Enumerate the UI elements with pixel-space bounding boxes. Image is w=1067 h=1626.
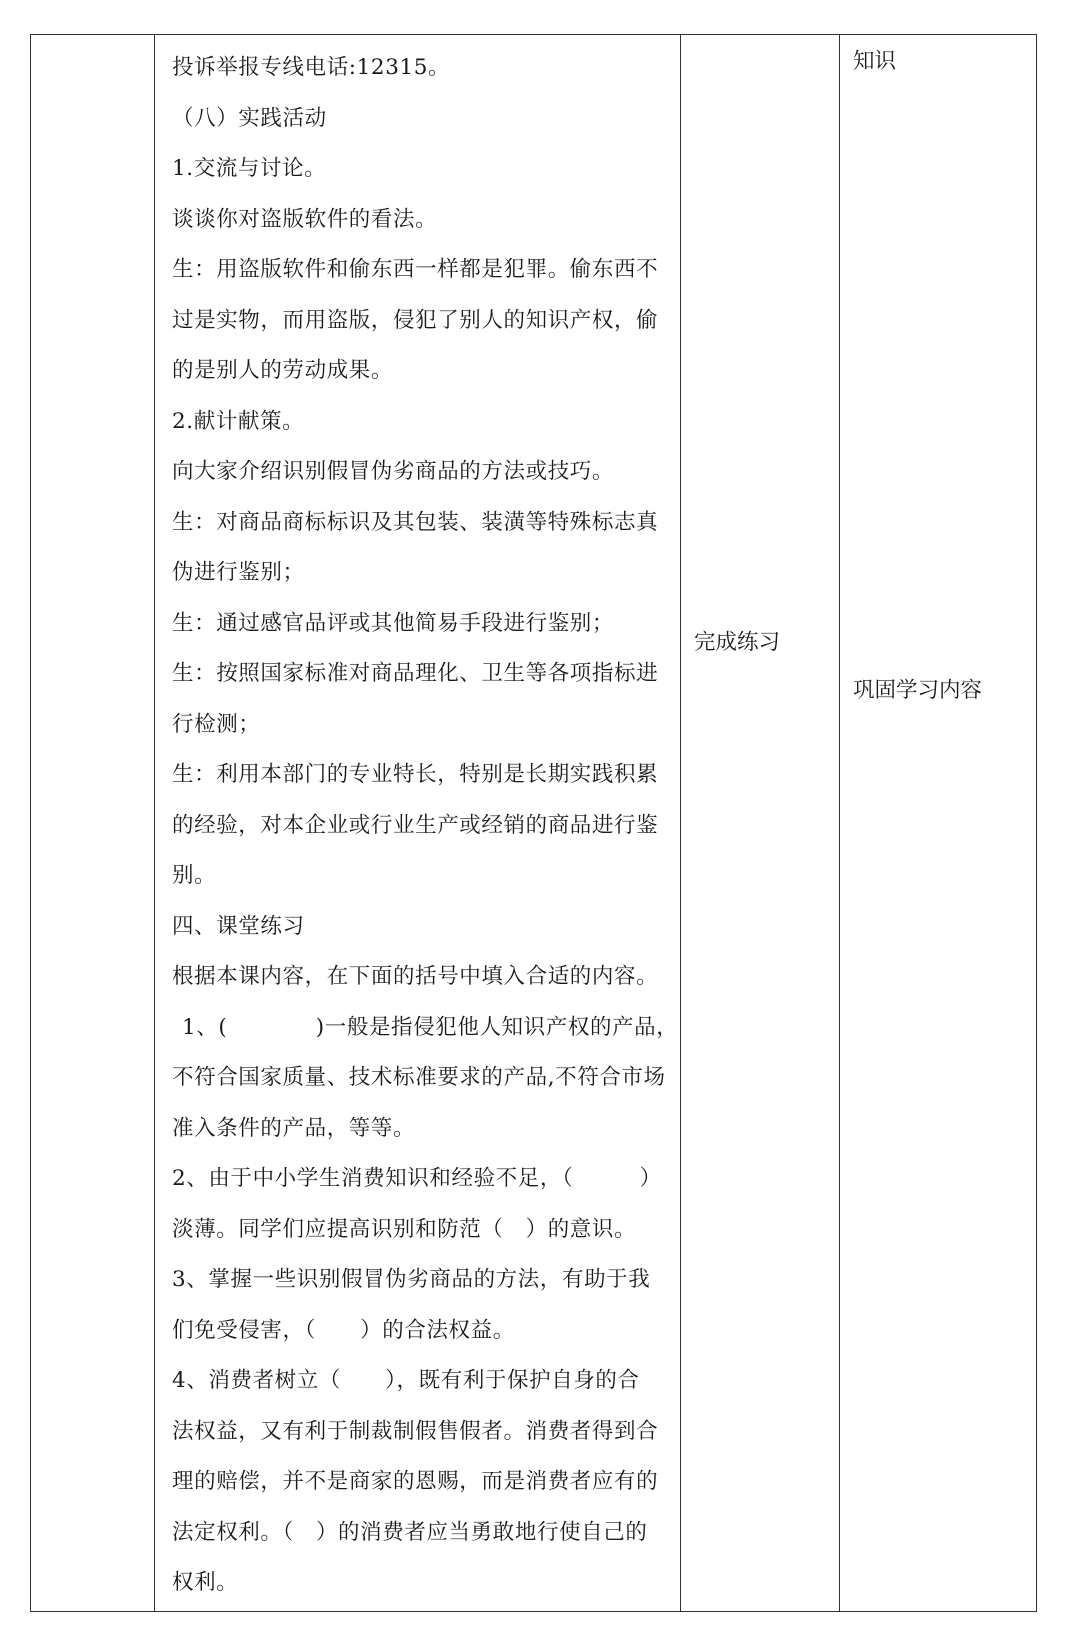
content-line: （八）实践活动 — [172, 105, 327, 131]
student-activity-text: 完成练习 — [694, 630, 781, 655]
content-line: 1、( )一般是指侵犯他人知识产权的产品， — [182, 1014, 679, 1040]
student-activity-cell — [681, 35, 840, 1612]
design-intent-top-text: 知识 — [853, 49, 897, 74]
content-line: 生：对商品商标标识及其包装、装潢等特殊标志真 — [172, 509, 659, 535]
content-line: 们免受侵害，（ ）的合法权益。 — [172, 1317, 515, 1343]
content-line: 生：用盗版软件和偷东西一样都是犯罪。偷东西不 — [172, 257, 659, 282]
content-line: 过是实物，而用盗版，侵犯了别人的知识产权，偷 — [172, 307, 659, 333]
content-line: 4、消费者树立（ ），既有利于保护自身的合 — [172, 1368, 640, 1393]
content-line: 生：按照国家标准对商品理化、卫生等各项指标进 — [172, 661, 659, 686]
content-line: 别。 — [172, 863, 217, 888]
content-line: 法权益，又有利于制裁制假售假者。消费者得到合 — [172, 1418, 659, 1444]
content-line: 四、课堂练习 — [172, 913, 305, 939]
content-line: 投诉举报专线电话:12315。 — [172, 55, 451, 80]
content-line: 伪进行鉴别； — [172, 560, 305, 585]
content-line: 的经验，对本企业或行业生产或经销的商品进行鉴 — [172, 812, 659, 838]
content-line: 谈谈你对盗版软件的看法。 — [172, 206, 438, 232]
content-line: 2.献计献策。 — [172, 408, 305, 434]
content-line: 权利。 — [172, 1570, 239, 1595]
content-line: 3、掌握一些识别假冒伪劣商品的方法，有助于我 — [172, 1267, 651, 1292]
content-line: 理的赔偿，并不是商家的恩赐，而是消费者应有的 — [172, 1469, 659, 1494]
content-line: 生：通过感官品评或其他简易手段进行鉴别； — [172, 610, 615, 636]
content-line: 根据本课内容，在下面的括号中填入合适的内容。 — [172, 964, 659, 989]
content-line: 生：利用本部门的专业特长，特别是长期实践积累 — [172, 762, 659, 787]
content-line: 淡薄。同学们应提高识别和防范（ ）的意识。 — [172, 1216, 637, 1242]
content-line: 不符合国家质量、技术标准要求的产品,不符合市场 — [172, 1065, 666, 1090]
content-line: 1.交流与讨论。 — [172, 156, 327, 181]
design-intent-cell — [840, 35, 1037, 1612]
content-line: 准入条件的产品，等等。 — [172, 1115, 416, 1141]
content-line: 行检测； — [172, 711, 261, 737]
lesson-plan-table — [30, 34, 1037, 1612]
empty-cell — [31, 35, 155, 1612]
teaching-content — [155, 35, 680, 1611]
teaching-content-cell — [155, 35, 681, 1612]
content-line: 法定权利。（ ）的消费者应当勇敢地行使自己的 — [172, 1519, 648, 1545]
table-row — [31, 35, 1037, 1612]
content-line: 的是别人的劳动成果。 — [172, 358, 394, 383]
content-line: 2、由于中小学生消费知识和经验不足，（ ） — [172, 1166, 662, 1191]
design-intent-mid-text: 巩固学习内容 — [853, 678, 983, 703]
content-line: 向大家介绍识别假冒伪劣商品的方法或技巧。 — [172, 459, 615, 484]
